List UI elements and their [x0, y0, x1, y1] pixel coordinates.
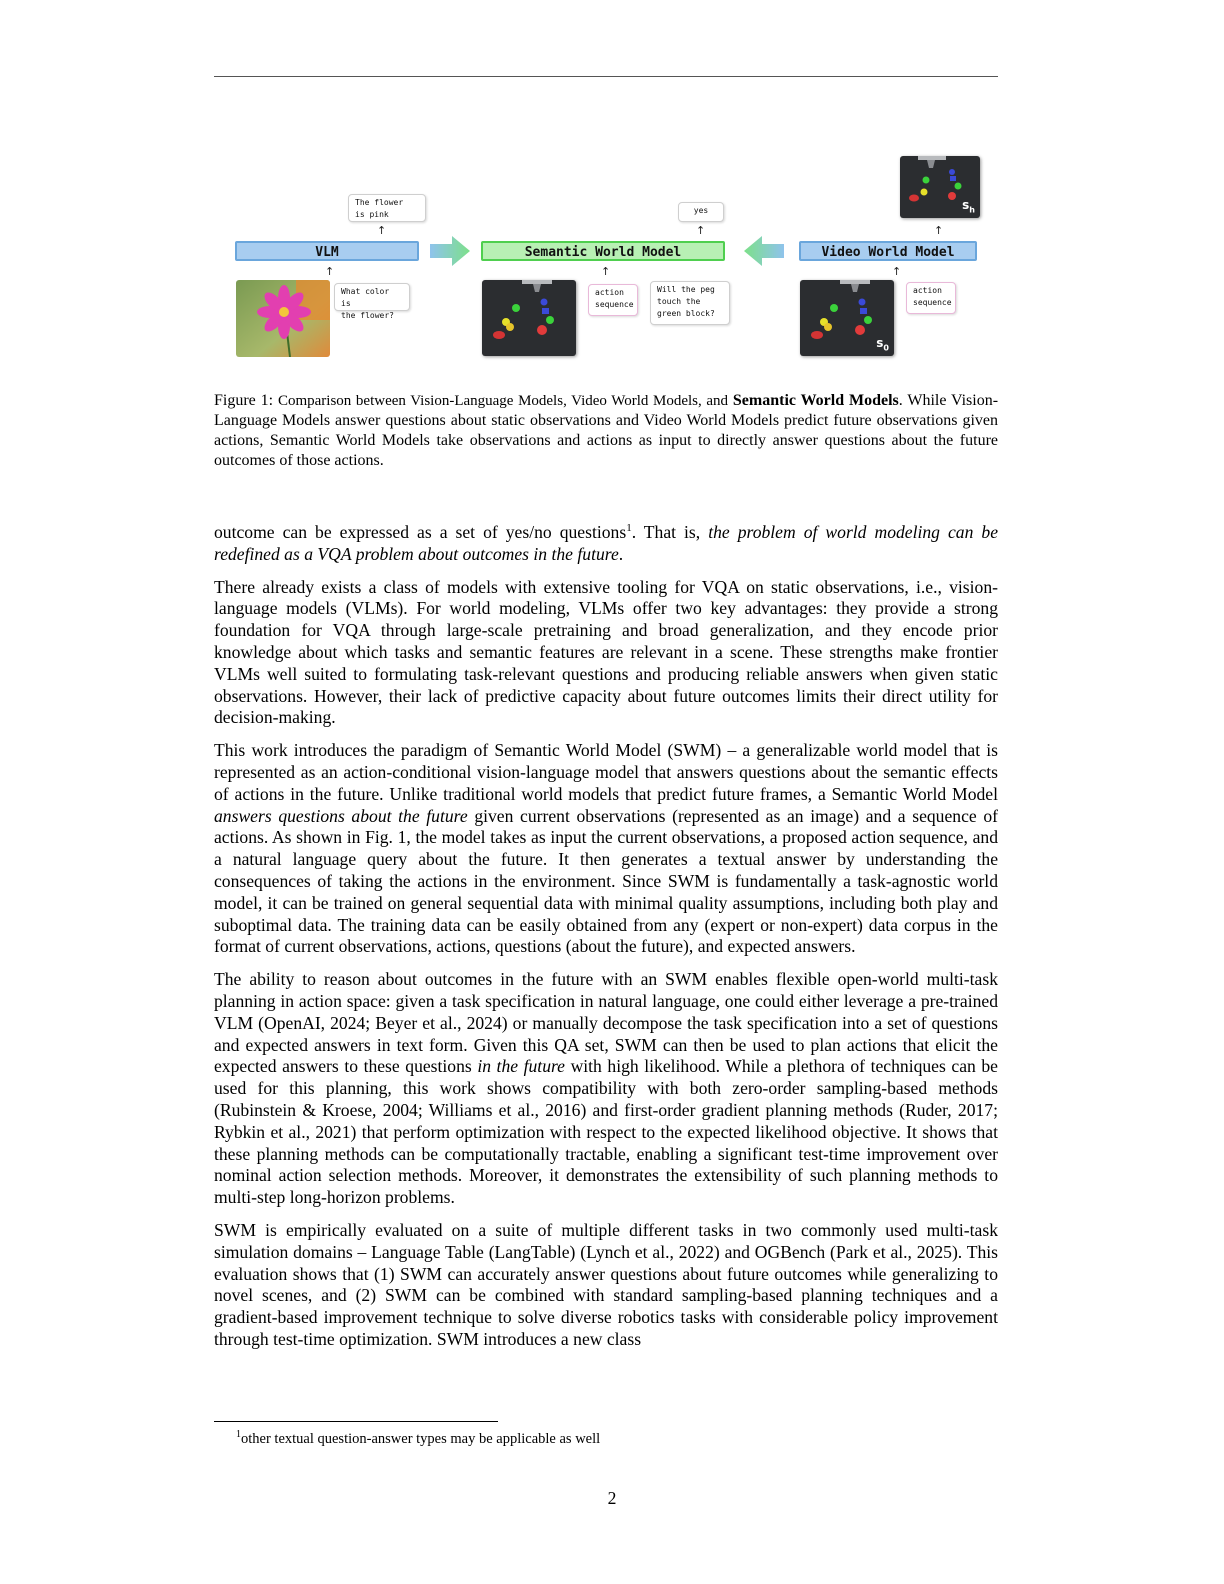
caption-lead: Comparison between Vision-Language Models, Video World Models, and	[277, 393, 729, 409]
p1-text-a: outcome can be expressed as a set of yes/no questions	[214, 522, 627, 542]
swm-scene-image	[482, 280, 576, 356]
p3-italic: answers questions about the future	[214, 805, 468, 826]
up-arrow-icon: ↑	[325, 265, 335, 278]
bubble-line: action	[913, 286, 942, 295]
caption-rest: . While Vision-Language Models answer questions about static observations and Video World Models predict future observations given actions, Semantic World Models take observations and actions as input to directly answer questions about the future outcomes of those actions.	[214, 392, 999, 469]
paragraph-1	[214, 522, 998, 566]
bubble-line: green block?	[657, 309, 715, 318]
p1-text-b: . That is,	[631, 522, 709, 542]
scene-h-label	[962, 198, 975, 214]
p4-text-a: The ability to reason about outcomes in the future with an SWM enables flexible open-world multi-task planning in action space: given a task specification in natural language, one could either leverage a pre-trained VLM (OpenAI, 2024; Beyer et al., 2024) or manually decompose the task specification into a set of questions and expected answers in text form. Given this QA set, SWM can then be used to plan actions that elicit the expected answers to these questions	[214, 969, 998, 1077]
swm-question-bubble	[650, 281, 730, 325]
p4-italic: in the future	[477, 1056, 565, 1077]
scene-0-label	[876, 336, 889, 352]
swm-box: Semantic World Model	[481, 241, 725, 261]
up-arrow-icon: ↑	[377, 224, 387, 237]
scene-label-main: s	[962, 197, 970, 212]
up-arrow-icon: ↑	[696, 224, 706, 237]
figure-1	[214, 150, 998, 365]
page-number: 2	[607, 1488, 617, 1508]
bubble-line: yes	[693, 206, 709, 215]
footnote-mark: 1	[236, 1429, 241, 1441]
vlm-question-bubble	[334, 283, 410, 320]
body-text	[214, 522, 998, 1362]
flower-image	[236, 280, 330, 357]
bubble-line: What color is	[341, 287, 390, 308]
vwm-current-scene-image	[800, 280, 894, 356]
footnote-text: other textual question-answer types may be applicable as well	[241, 1431, 601, 1447]
vlm-box: VLM	[235, 241, 419, 261]
right-arrow-icon	[430, 236, 470, 266]
bubble-line: sequence	[595, 300, 634, 309]
footnote	[236, 1430, 600, 1448]
bubble-line: is pink	[355, 210, 389, 219]
paragraph-3	[214, 740, 998, 958]
bubble-line: The flower	[355, 198, 404, 207]
footnote-rule	[214, 1421, 498, 1422]
figure-caption	[214, 391, 998, 471]
scene-label-sub: h	[969, 205, 975, 214]
p3-text-b: given current observations (represented as an image) and a sequence of actions. As shown in Fig. 1, the model takes as input the current observations, a proposed action sequence, and a natural language query about the future. It then generates a textual answer by understanding the consequences of taking the actions in the environment. Since SWM is fundamentally a task-agnostic world model, it can be trained on general sequential data with minimal quality assumptions, including both play and suboptimal data. The training data can be easily obtained from any (expert or non-expert) data corpus in the format of current observations, actions, questions (about the future), and expected answers.	[214, 805, 998, 957]
p3-text-a: This work introduces the paradigm of Semantic World Model (SWM) – a generalizable world model that is represented as an action-conditional vision-language model that answers questions about the semantic effects of actions in the future. Unlike traditional world models that predict future frames, a Semantic World Model	[214, 740, 998, 804]
bubble-line: touch the	[657, 297, 701, 306]
header-rule	[214, 76, 998, 77]
swm-action-bubble	[588, 284, 638, 316]
p1-text-c: .	[618, 543, 624, 564]
vlm-answer-bubble	[348, 194, 426, 222]
scene-label-main: s	[876, 335, 884, 350]
bubble-line: action	[595, 288, 624, 297]
scene-label-sub: 0	[883, 343, 889, 352]
up-arrow-icon: ↑	[934, 224, 944, 237]
p4-text-b: with high likelihood. While a plethora of techniques can be used for this planning, this work shows compatibility with both zero-order sampling-based methods (Rubinstein & Kroese, 2004; Williams et al., 2016) and first-order gradient planning methods (Ruder, 2017; Rybkin et al., 2021) that perform optimization with respect to the expected likelihood objective. It shows that these planning methods can be computationally tractable, enabling a significant test-time improvement over nominal action selection methods. Moreover, it demonstrates the extensibility of such planning methods to multi-step long-horizon problems.	[214, 1056, 998, 1208]
bubble-line: sequence	[913, 298, 952, 307]
paragraph-5: SWM is empirically evaluated on a suite of multiple different tasks in two commonly used multi-task simulation domains – Language Table (LangTable) (Lynch et al., 2022) and OGBench (Park et al., 2025). This evaluation shows that (1) SWM can accurately answer questions about future outcomes while generalizing to novel scenes, and (2) SWM can be combined with standard sampling-based planning techniques and a gradient-based improvement technique to solve diverse robotics tasks with considerable policy improvement through test-time optimization. SWM introduces a new class	[214, 1219, 998, 1349]
vwm-future-scene-image	[900, 156, 980, 218]
vwm-box: Video World Model	[799, 241, 977, 261]
paragraph-4	[214, 969, 998, 1209]
up-arrow-icon: ↑	[601, 265, 611, 278]
p1-italic: the problem of world modeling can be redefined as a VQA problem about outcomes in the future	[214, 522, 999, 564]
left-arrow-icon	[744, 236, 784, 266]
caption-bold: Semantic World Models	[732, 392, 899, 409]
vwm-action-bubble	[906, 282, 956, 314]
footnote-ref[interactable]: 1	[626, 522, 632, 535]
caption-label: Figure 1:	[214, 392, 274, 409]
up-arrow-icon: ↑	[892, 265, 902, 278]
bubble-line: the flower?	[341, 311, 394, 320]
paragraph-2: There already exists a class of models with extensive tooling for VQA on static observations, i.e., vision-language models (VLMs). For world modeling, VLMs offer two key advantages: they provide a strong foundation for VQA through large-scale pretraining and broad generalization, and they encode prior knowledge about which tasks and semantic features are relevant in a scene. These strengths make frontier VLMs well suited to formulating task-relevant questions and producing reliable answers when given static observations. However, their lack of predictive capacity about future outcomes limits their direct utility for decision-making.	[214, 576, 998, 728]
swm-answer-bubble	[678, 202, 724, 222]
bubble-line: Will the peg	[657, 285, 715, 294]
